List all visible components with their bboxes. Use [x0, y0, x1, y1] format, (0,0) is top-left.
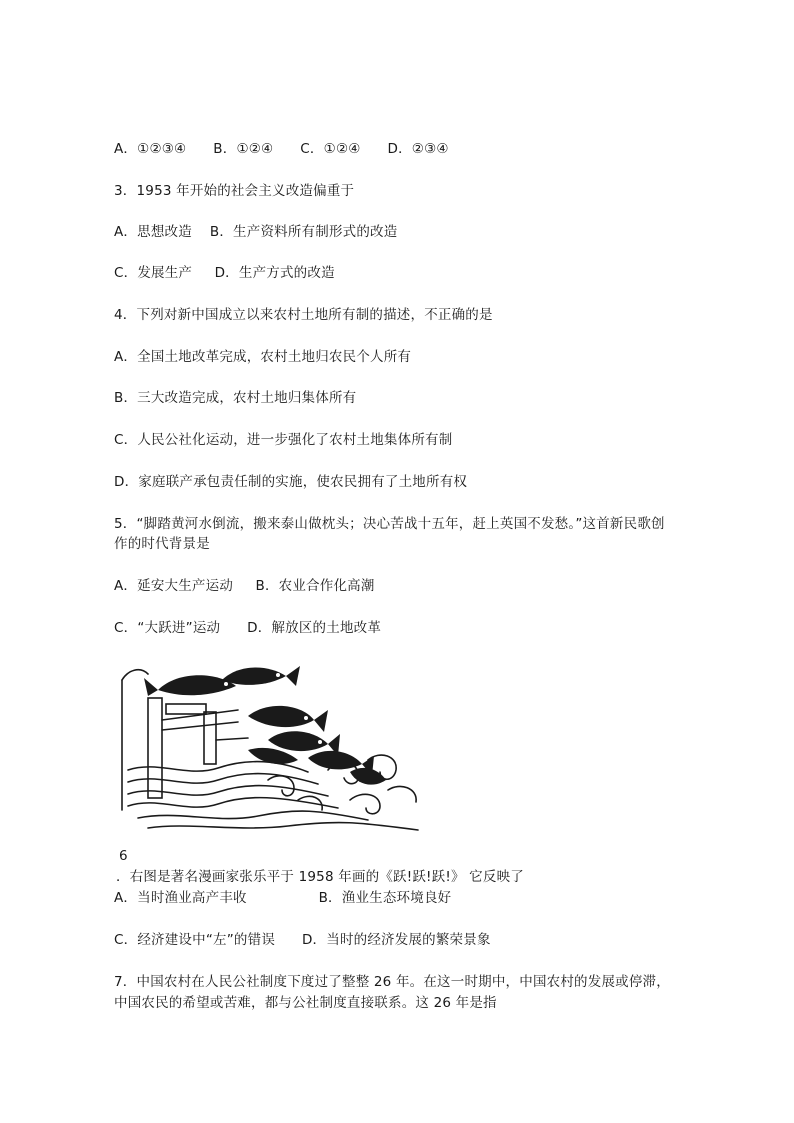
q4-option-c: C．人民公社化运动，进一步强化了农村土地集体所有制: [114, 432, 453, 448]
q6-options-ab: A．当时渔业高产丰收 B．渔业生态环境良好: [114, 890, 452, 906]
q6-number: 6: [119, 848, 128, 864]
q7-stem-line1: 7．中国农村在人民公社制度下度过了整整 26 年。在这一时期中，中国农村的发展或停滞，: [114, 974, 670, 990]
q2-options: A．①②③④ B．①②④ C．①②④ D．②③④: [114, 141, 449, 157]
q3-options-ab: A．思想改造 B．生产资料所有制形式的改造: [114, 224, 398, 240]
q3-options-cd: C．发展生产 D．生产方式的改造: [114, 265, 335, 281]
q4-option-b: B．三大改造完成，农村土地归集体所有: [114, 390, 357, 406]
q6-options-cd: C．经济建设中“左”的错误 D．当时的经济发展的繁荣景象: [114, 932, 491, 948]
q3-stem: 3．1953 年开始的社会主义改造偏重于: [114, 183, 355, 199]
q5-stem-line2: 作的时代背景是: [114, 536, 210, 552]
q5-options-ab: A．延安大生产运动 B．农业合作化高潮: [114, 578, 375, 594]
q4-stem: 4．下列对新中国成立以来农村土地所有制的描述，不正确的是: [114, 307, 493, 323]
q4-option-a: A．全国土地改革完成，农村土地归农民个人所有: [114, 349, 412, 365]
cartoon-illustration: [118, 660, 422, 838]
q7-stem-line2: 中国农民的希望或苦难，都与公社制度直接联系。这 26 年是指: [114, 995, 497, 1011]
q6-stem: ．右图是著名漫画家张乐平于 1958 年画的《跃!跃!跃!》 它反映了: [116, 869, 524, 885]
q5-stem-line1: 5．“脚踏黄河水倒流，搬来泰山做枕头；决心苦战十五年，赶上英国不发愁。”这首新民歌创: [114, 516, 665, 532]
q4-option-d: D．家庭联产承包责任制的实施，使农民拥有了土地所有权: [114, 474, 468, 490]
q5-options-cd: C．“大跃进”运动 D．解放区的土地改革: [114, 620, 382, 636]
